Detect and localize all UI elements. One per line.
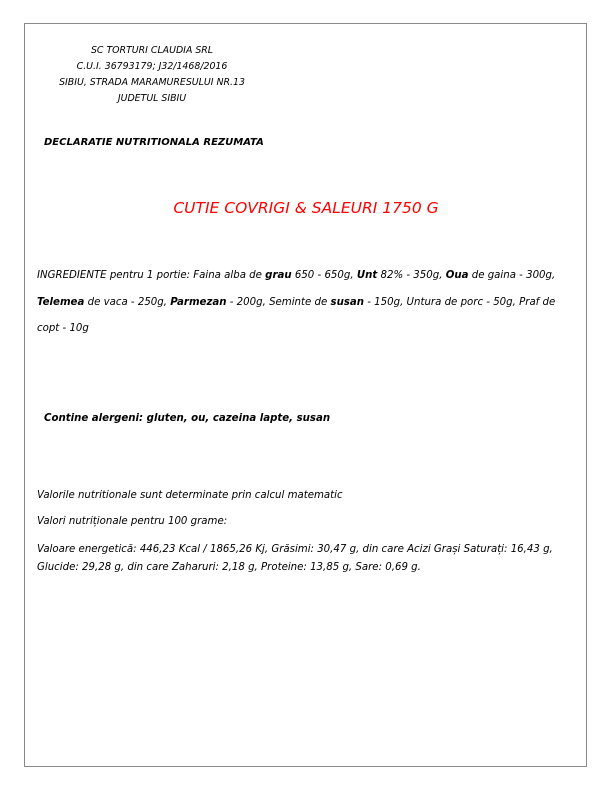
ingredient-parmesan: Parmezan xyxy=(170,296,227,308)
declaration-title: DECLARATIE NUTRITIONALA REZUMATA xyxy=(44,137,264,148)
company-name: SC TORTURI CLAUDIA SRL xyxy=(90,45,214,56)
ingredient-rest: - 150g, Untura de porc - 50g, Praf de copt - 10g xyxy=(37,296,556,334)
nutrition-values: Valoare energetică: 446,23 Kcal / 1865,26 Kj, Grăsimi: 30,47 g, din care Acizi Grași Saturați: 16,43 g, Glucide: 29,28 g, din care Zaharuri: 2,18 g, Proteine: 13,85 g, Sare: 0,69 g. xyxy=(37,544,553,573)
ingredient-parmesan-qty: - 200g, Seminte de xyxy=(226,296,331,308)
ingredient-flour: grau xyxy=(265,270,292,281)
ingredient-eggs-qty: de gaina - 300g, xyxy=(468,270,556,281)
nutrition-per-100g-label: Valori nutriționale pentru 100 grame: xyxy=(37,516,228,527)
ingredient-cheese-qty: de vaca - 250g, xyxy=(84,296,171,308)
allergens-statement: Contine alergeni: gluten, ou, cazeina lapte, susan xyxy=(44,413,331,424)
ingredients-paragraph xyxy=(37,263,567,343)
page-frame xyxy=(24,23,587,767)
product-title: CUTIE COVRIGI & SALEURI 1750 G xyxy=(173,199,439,217)
ingredient-sesame: susan xyxy=(330,296,365,308)
company-header xyxy=(38,43,266,107)
company-county: JUDETUL SIBIU xyxy=(117,93,187,104)
ingredients-intro: INGREDIENTE pentru 1 portie: Faina alba de xyxy=(37,270,266,281)
ingredient-butter-qty: 82% - 350g, xyxy=(377,270,446,281)
ingredient-cheese: Telemea xyxy=(37,296,85,308)
nutrition-method-note: Valorile nutritionale sunt determinate prin calcul matematic xyxy=(37,490,343,501)
ingredient-flour-qty: 650 - 650g, xyxy=(291,270,357,281)
ingredient-eggs: Oua xyxy=(445,270,469,281)
company-registration: C.U.I. 36793179; J32/1468/2016 xyxy=(76,61,228,72)
company-address: SIBIU, STRADA MARAMURESULUI NR.13 xyxy=(59,77,245,88)
ingredient-butter: Unt xyxy=(356,270,378,281)
